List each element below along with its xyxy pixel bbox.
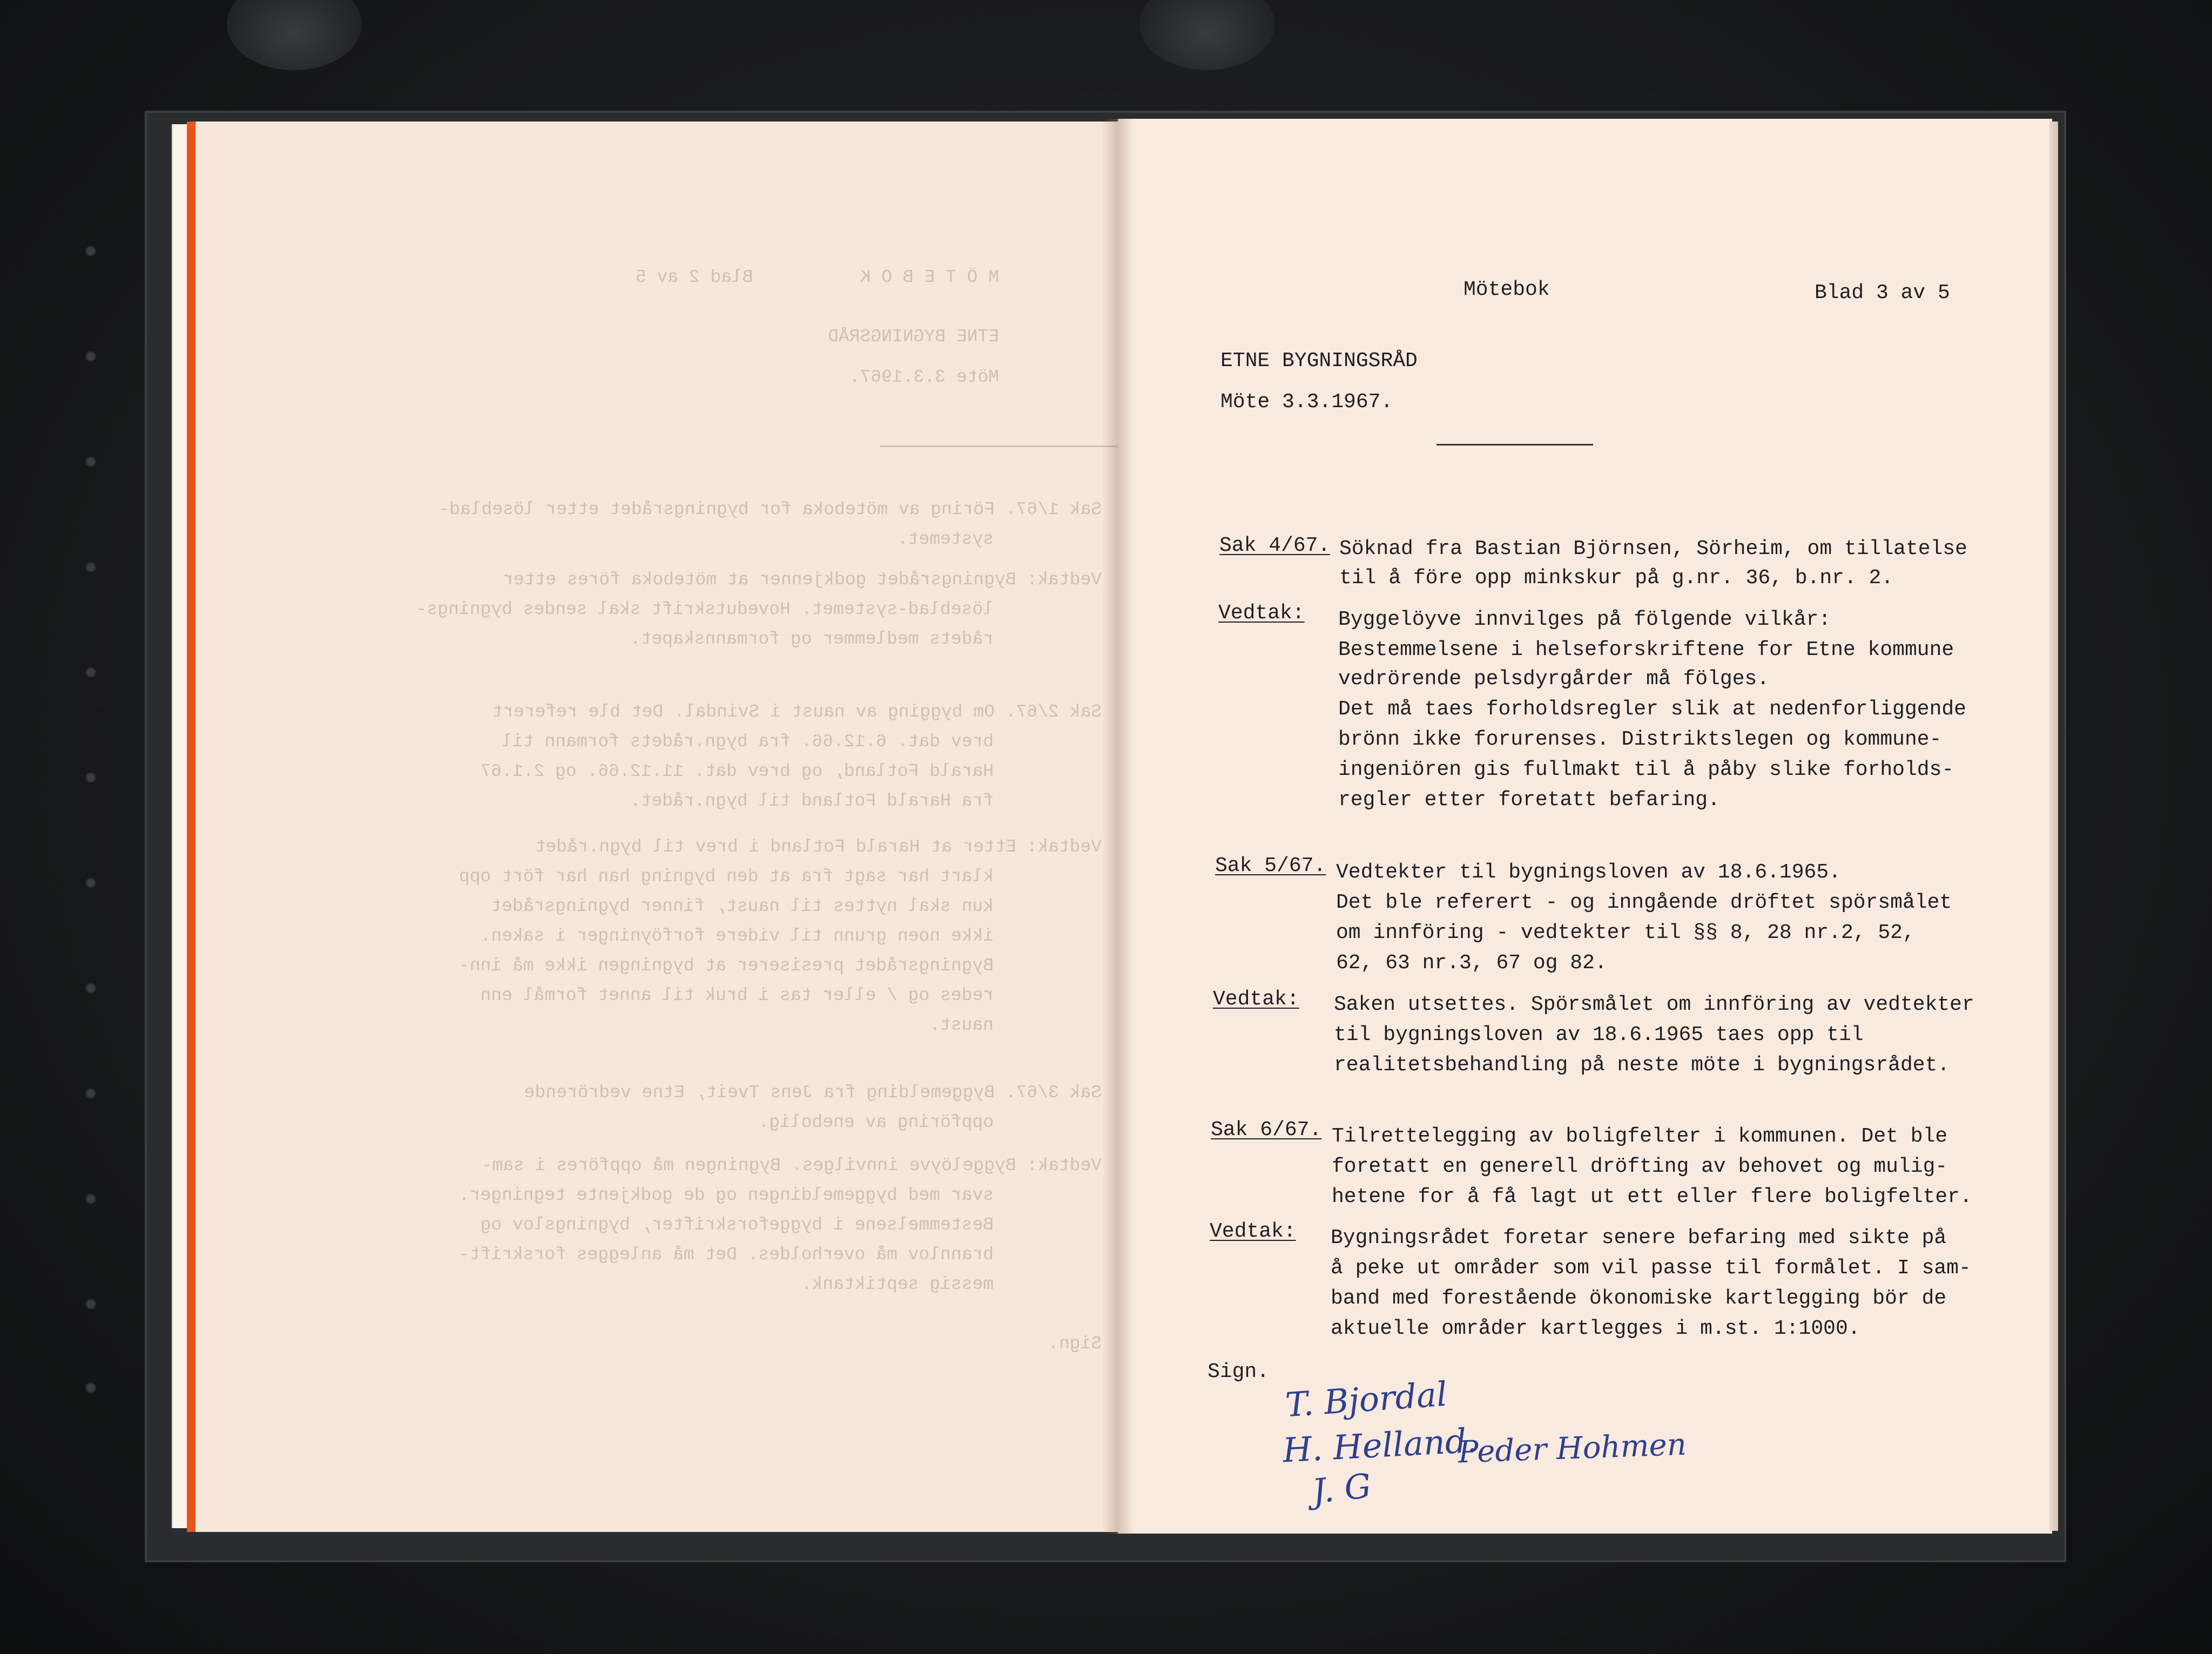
binder-hole [85, 983, 96, 994]
binder-hole [85, 772, 96, 783]
signature: T. Bjordal [1284, 1374, 1449, 1425]
decision-line: til bygningsloven av 18.6.1965 taes opp til [1334, 1023, 1864, 1047]
bleed-line: Sign. [1048, 1334, 1102, 1354]
decision-line: realitetsbehandling på neste möte i bygningsrådet. [1334, 1054, 1950, 1077]
bleed-line: naust. [929, 1015, 994, 1035]
bleed-separator [880, 445, 1118, 447]
decision-line: brönn ikke forurenses. Distriktslegen og kommune- [1338, 728, 1942, 751]
separator-line [1437, 444, 1593, 445]
initials-signature: J. G [1310, 1466, 1373, 1511]
decision-line: å peke ut områder som vil passe til formålet. I sam- [1331, 1257, 1971, 1280]
bleed-line: M Ö T E B O K Blad 2 av 5 [635, 267, 999, 287]
document-title: Mötebok [1464, 278, 1550, 301]
decision-label: Vedtak: [1218, 602, 1305, 625]
bleed-line: löseblad-systemet. Hovedutskrift skal sendes bygnings- [416, 599, 994, 619]
bleed-line: oppföring av enebolig. [758, 1112, 994, 1132]
decision-line: Bestemmelsene i helseforskriftene for Etne kommune [1338, 638, 1954, 661]
binder-hole [85, 246, 96, 256]
bleed-line: ikke noen grunn til videre forföyninger i saken. [480, 926, 994, 946]
case-label: Sak 4/67. [1219, 534, 1331, 557]
decision-label: Vedtak: [1210, 1220, 1296, 1243]
binder-hole [85, 1299, 96, 1309]
bleed-line: Vedtak: Bygningsrådet godkjenner at möteboka föres etter [503, 570, 1102, 590]
case-text-line: hetene for å få lagt ut ett eller flere boligfelter. [1332, 1185, 1972, 1209]
binder-hole [85, 667, 96, 678]
bleed-line: brev dat. 6.12.66. fra bygn.rådets formann til [502, 732, 994, 752]
page-label: Blad 3 av 5 [1815, 281, 1950, 305]
decision-label: Vedtak: [1213, 988, 1299, 1011]
case-text-line: foretatt en generell dröfting av behovet og mulig- [1332, 1155, 1948, 1178]
decision-line: regler etter foretatt befaring. [1338, 788, 1720, 812]
binder-hole [85, 456, 96, 467]
bleed-line: Sak 1/67. Föring av möteboka for bygningsrådet etter löseblad- [439, 499, 1102, 519]
bleed-line: fra Harald Fotland til bygn.rådet. [630, 791, 994, 811]
case-text-line: 62, 63 nr.3, 67 og 82. [1336, 951, 1607, 975]
bleed-line: Vedtak: Byggelöyve innvilges. Bygningen må oppföres i sam- [481, 1156, 1102, 1176]
case-text-line: Söknad fra Bastian Björnsen, Sörheim, om tillatelse [1339, 537, 1967, 561]
bleed-line: messig septiktank. [801, 1274, 994, 1294]
bleed-line: systemet. [897, 529, 994, 549]
bleed-line: Bestemmelsene i byggeforskrifter, bygningslov og [480, 1215, 994, 1235]
binder-hole [85, 877, 96, 888]
binder-hole [85, 351, 96, 362]
signature: Peder Hohmen [1457, 1427, 1687, 1470]
decision-line: aktuelle områder kartlegges i m.st. 1:1000. [1331, 1317, 1860, 1340]
sign-label: Sign. [1208, 1360, 1270, 1383]
case-text-line: Vedtekter til bygningsloven av 18.6.1965. [1336, 861, 1841, 884]
council-name: ETNE BYGNINGSRÅD [1220, 349, 1418, 373]
binder-hole [85, 562, 96, 572]
binder-hole [85, 1193, 96, 1204]
case-label: Sak 6/67. [1211, 1118, 1322, 1142]
binder-hole [85, 1382, 96, 1393]
case-text-line: Tilrettelegging av boligfelter i kommunen. Det ble [1332, 1125, 1948, 1148]
bleed-line: Bygningsrådet presiserer at bygningen ikke må inn- [458, 956, 994, 976]
bleed-line: kun skal nyttes til naust, finner bygningsrådet [491, 896, 994, 916]
bleed-line: rådets medlemmer og formannskapet. [630, 629, 994, 649]
bleed-line: Vedtak: Etter at Harald Fotland i brev til bygn.rådet [535, 837, 1102, 857]
bleed-line: svar med byggemeldingen og de godkjente tegninger. [458, 1185, 994, 1205]
decision-line: Byggelöyve innvilges på fölgende vilkår: [1338, 608, 1831, 631]
case-text-line: Det ble referert - og inngående dröftet spörsmålet [1336, 891, 1952, 914]
bleed-line: Sak 3/67. Byggemelding fra Jens Tveit, Etne vedrörende [524, 1083, 1102, 1103]
bleed-line: klart har sagt fra at den bygning han har fört opp [458, 867, 994, 887]
bleed-line: Harald Fotland, og brev dat. 11.12.66. og 2.1.67 [480, 761, 994, 781]
decision-line: ingeniören gis fullmakt til å påby slike forholds- [1338, 758, 1954, 781]
meeting-date: Möte 3.3.1967. [1220, 390, 1393, 414]
left-page-bleed-through [190, 121, 1118, 1532]
page-stack-edge [172, 124, 187, 1528]
signature: H. Helland. [1282, 1420, 1478, 1470]
decision-line: Bygningsrådet foretar senere befaring med sikte på [1331, 1226, 1947, 1250]
case-text-line: til å före opp minkskur på g.nr. 36, b.nr. 2. [1339, 566, 1894, 590]
bleed-line: ETNE BYGNINGSRÅD [828, 327, 999, 347]
decision-line: Saken utsettes. Spörsmålet om innföring av vedtekter [1334, 993, 1974, 1016]
decision-line: band med forestående ökonomiske kartlegging bör de [1331, 1287, 1947, 1310]
right-page-edge [2049, 121, 2058, 1531]
bleed-line: redes og / eller tas i bruk til annet formål enn [480, 985, 994, 1005]
bleed-line: Sak 2/67. Om bygging av naust i Svindal. Det ble referert [492, 702, 1102, 722]
bleed-line: Möte 3.3.1967. [849, 367, 999, 387]
case-text-line: om innföring - vedtekter til §§ 8, 28 nr.2, 52, [1336, 921, 1915, 944]
decision-line: Det må taes forholdsregler slik at nedenforliggende [1338, 698, 1966, 721]
binder-hole [85, 1088, 96, 1099]
bleed-line: brannlov må overholdes. Det må anlegges forskrift- [458, 1245, 994, 1265]
decision-line: vedrörende pelsdyrgårder må fölges. [1338, 667, 1770, 691]
case-label: Sak 5/67. [1215, 854, 1326, 877]
